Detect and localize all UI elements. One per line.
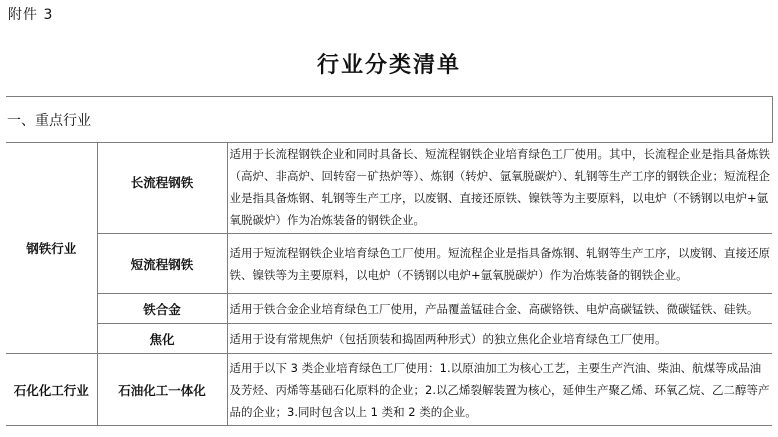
table-row [6,234,772,294]
section-row [6,97,772,143]
subcategory-description: 适用于设有常规焦炉（包括顶装和捣固两种形式）的独立焦化企业培育绿色工厂使用。 [227,324,772,354]
attachment-label: 附件 3 [8,7,54,23]
subcategory-description: 适用于长流程钢铁企业和同时具备长、短流程钢铁企业培育绿色工厂使用。其中，长流程企业是指具备炼铁（高炉、非高炉、回转窑－矿热炉等）、炼钢（转炉、氩氧脱碳炉）、轧钢等生产工序的钢铁企业；短流程企业是指具备炼钢、轧钢等生产工序，以废钢、直接还原铁、镍铁等为主要原料，以电炉（不锈钢以电炉+氩氧脱碳炉）作为冶炼装备的钢铁企业。 [227,143,772,234]
table-row [6,294,772,324]
subcategory-name: 长流程钢铁 [97,143,227,234]
table-row [6,324,772,354]
table-row [6,354,772,426]
subcategory-description: 适用于以下 3 类企业培育绿色工厂使用：1.以原油加工为核心工艺，主要生产汽油、柴油、航煤等成品油及芳烃、丙烯等基础石化原料的企业；2.以乙烯裂解装置为核心，延伸生产聚乙烯、环氧乙烷、乙二醇等产品的企业；3.同时包含以上 1 类和 2 类的企业。 [227,354,772,426]
table-row [6,143,772,234]
subcategory-name: 短流程钢铁 [97,234,227,294]
industry-name: 钢铁行业 [6,143,97,354]
subcategory-description: 适用于短流程钢铁企业培育绿色工厂使用。短流程企业是指具备炼钢、轧钢等生产工序，以废钢、直接还原铁、镍铁等为主要原料，以电炉（不锈钢以电炉+氩氧脱碳炉）作为冶炼装备的钢铁企业。 [227,234,772,294]
subcategory-name: 焦化 [97,324,227,354]
industry-classification-table [6,96,773,426]
subcategory-name: 铁合金 [97,294,227,324]
section-heading: 一、重点行业 [6,97,772,143]
document-title: 行业分类清单 [316,53,461,78]
subcategory-description: 适用于铁合金企业培育绿色工厂使用，产品覆盖锰硅合金、高碳铬铁、电炉高碳锰铁、微碳锰铁、硅铁。 [227,294,772,324]
subcategory-name: 石油化工一体化 [97,354,227,426]
industry-name: 石化化工行业 [6,354,97,426]
